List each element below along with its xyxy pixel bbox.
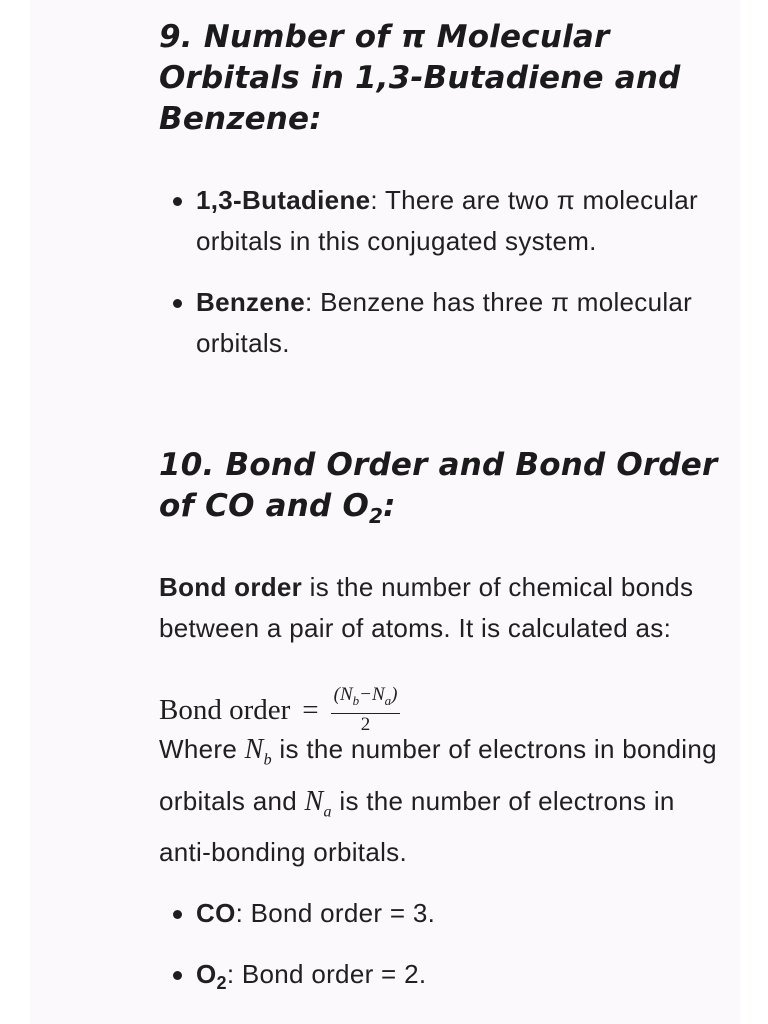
- o2-text: : Bond order = 2.: [226, 959, 427, 989]
- document-card: [30, 0, 740, 1024]
- bond-order-formula: [159, 686, 400, 734]
- co-text: : Bond order = 3.: [235, 898, 436, 928]
- var-nb-sub: b: [263, 751, 272, 769]
- var-nb-letter: N: [244, 734, 264, 765]
- term-o2-subscript: 2: [216, 973, 227, 993]
- formula-equals: =: [302, 693, 319, 726]
- bond-order-intro-text: is the number of chemical bonds between a pair of atoms. It is calculated as:: [159, 572, 694, 643]
- bullet-icon: [173, 910, 182, 919]
- section-10-heading: [159, 445, 719, 530]
- numerator-open: (N: [333, 684, 353, 706]
- term-benzene: Benzene: [196, 287, 306, 317]
- numerator-close: ): [391, 684, 398, 706]
- where-text-2: is the number of electrons in bonding orbitals and: [159, 734, 717, 816]
- var-na-letter: N: [304, 785, 324, 817]
- term-o2-letter: O: [196, 959, 217, 989]
- section-10-list: [159, 893, 719, 998]
- var-na: [304, 785, 332, 821]
- var-nb: [244, 734, 272, 769]
- section-9-heading: 9. Number of π Molecular Orbitals in 1,3-Butadiene and Benzene:: [159, 19, 681, 137]
- list-item-benzene: [159, 282, 719, 364]
- term-co: CO: [196, 898, 236, 928]
- numerator-minus: −N: [359, 684, 385, 706]
- term-butadiene: 1,3-Butadiene: [196, 185, 371, 215]
- section-9-list: [159, 180, 719, 364]
- section-10-heading-subscript: 2: [369, 504, 384, 528]
- term-o2: [196, 959, 227, 993]
- butadiene-text: : There are two π molecular orbitals in this conjugated system.: [196, 185, 698, 256]
- list-item-o2: [159, 954, 719, 998]
- numerator-sub-b: b: [352, 692, 360, 708]
- formula-denominator: 2: [360, 713, 371, 735]
- formula-lhs: Bond order: [159, 693, 291, 726]
- section-10-heading-main: 10. Bond Order and Bond Order of CO and O: [159, 447, 718, 524]
- benzene-text: : Benzene has three π molecular orbitals.: [196, 287, 693, 358]
- where-text-3: is the number of electrons in anti-bonding orbitals.: [159, 785, 675, 868]
- bullet-icon: [173, 299, 182, 308]
- numerator-sub-a: a: [384, 692, 392, 708]
- bullet-icon: [173, 197, 182, 206]
- where-text-1: Where: [159, 734, 245, 764]
- bullet-icon: [173, 971, 182, 980]
- var-na-sub: a: [323, 803, 332, 821]
- bond-order-intro: [159, 567, 699, 649]
- bond-order-term: Bond order: [159, 572, 303, 602]
- formula-fraction: [331, 685, 401, 735]
- formula-numerator: [331, 685, 401, 714]
- list-item-co: [159, 893, 719, 934]
- list-item-butadiene: [159, 180, 719, 262]
- section-10-heading-end: :: [383, 488, 396, 524]
- bond-order-where: [159, 729, 719, 873]
